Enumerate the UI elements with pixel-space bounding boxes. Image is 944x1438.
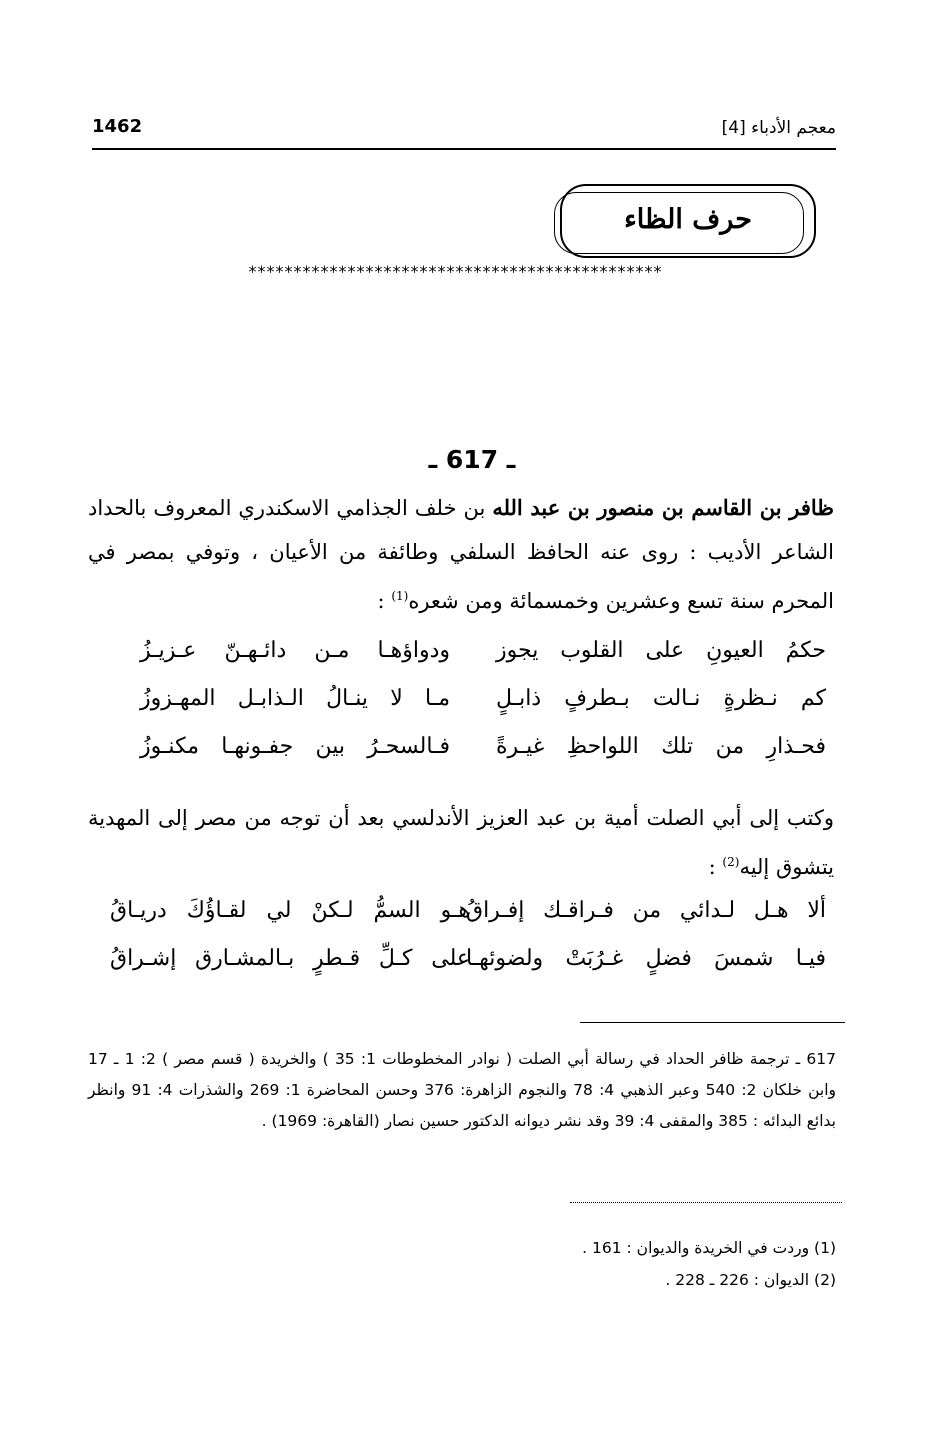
chapter-heading-box (560, 184, 816, 258)
entry-number: ـ 617 ـ (428, 445, 516, 474)
prose-paragraph (88, 796, 834, 889)
footnote-ref-2: (2) (722, 855, 740, 869)
page-header (92, 112, 836, 150)
footnote-ref-1: (1) (391, 589, 409, 603)
poem-2 (110, 898, 826, 994)
verse-first-hemistich: فحـذارِ من تلك اللواحظِ غيـرةً (496, 734, 826, 759)
verse-first-hemistich: حكمُ العيونِ على القلوب يجوز (496, 638, 826, 663)
verse-second-hemistich: هـو السمُّ لـكنْ لي لقـاؤُكَ دريـاقُ (110, 898, 470, 923)
entry-biography (88, 486, 834, 623)
prose-end: : (708, 855, 723, 879)
chapter-title: حرف الظاء (624, 204, 752, 235)
verse-second-hemistich: مـا لا ينـالُ الـذابـل المهـزوزُ (140, 686, 450, 711)
verse-second-hemistich: ودواؤهـا مـن دائـهـنّ عـزيـزُ (140, 638, 450, 663)
verse-first-hemistich: فيـا شمسَ فضلٍ غـرُبَتْ ولضوئهـا (466, 946, 826, 971)
biography-end: : (377, 589, 392, 613)
prose-text: وكتب إلى أبي الصلت أمية بن عبد العزيز الأندلسي بعد أن توجه من مصر إلى المهدية يتشوق إليه (88, 806, 834, 879)
footnote-2: (2) الديوان : 226 ـ 228 . (665, 1271, 836, 1289)
verse-second-hemistich: على كـلِّ قـطرٍ بـالمشـارق إشـراقُ (110, 946, 470, 971)
verse-line (110, 686, 826, 734)
footnote-divider (580, 1022, 845, 1023)
page-number: 1462 (92, 116, 143, 137)
footnote-1: (1) وردت في الخريدة والديوان : 161 . (582, 1239, 836, 1257)
verse-first-hemistich: ألا هـل لـدائي من فـراقـك إفـراقُ (466, 898, 826, 923)
verse-first-hemistich: كم نـظرةٍ نـالت بـطرفٍ ذابـلٍ (496, 686, 826, 711)
verse-line (110, 946, 826, 994)
verse-second-hemistich: فـالسحـرُ بين جفـونهـا مكنـوزُ (140, 734, 450, 759)
entry-sources-note: 617 ـ ترجمة ظافر الحداد في رسالة أبي الصلت ( نوادر المخطوطات 1: 35 ) والخريدة ( قسم مصر ) 2: 1 ـ 17 وابن خلكان 2: 540 وعبر الذهبي 4: 78 والنجوم الزاهرة: 376 وحسن المحاضرة 1: 269 والشذرات 4: 91 وانظر بدائع البدائه : 385 والمقفى 4: 39 وقد نشر ديوانه الدكتور حسين نصار (القاهرة: 1969) . (88, 1050, 837, 1130)
entry-name: ظافر بن القاسم بن منصور بن عبد الله (492, 495, 834, 520)
verse-line (110, 898, 826, 946)
poem-1 (110, 638, 826, 782)
dotted-divider (570, 1202, 842, 1203)
star-divider: ********************************************** (248, 262, 663, 281)
book-title: معجم الأدباء [4] (721, 118, 836, 138)
biography-text: بن خلف الجذامي الاسكندري المعروف بالحداد الشاعر الأديب : روى عنه الحافظ السلفي وطائفة من الأعيان ، وتوفي بمصر في المحرم سنة تسع وعشرين وخمسمائة ومن شعره (88, 496, 834, 613)
footnotes (582, 1232, 836, 1296)
verse-line (110, 638, 826, 686)
verse-line (110, 734, 826, 782)
